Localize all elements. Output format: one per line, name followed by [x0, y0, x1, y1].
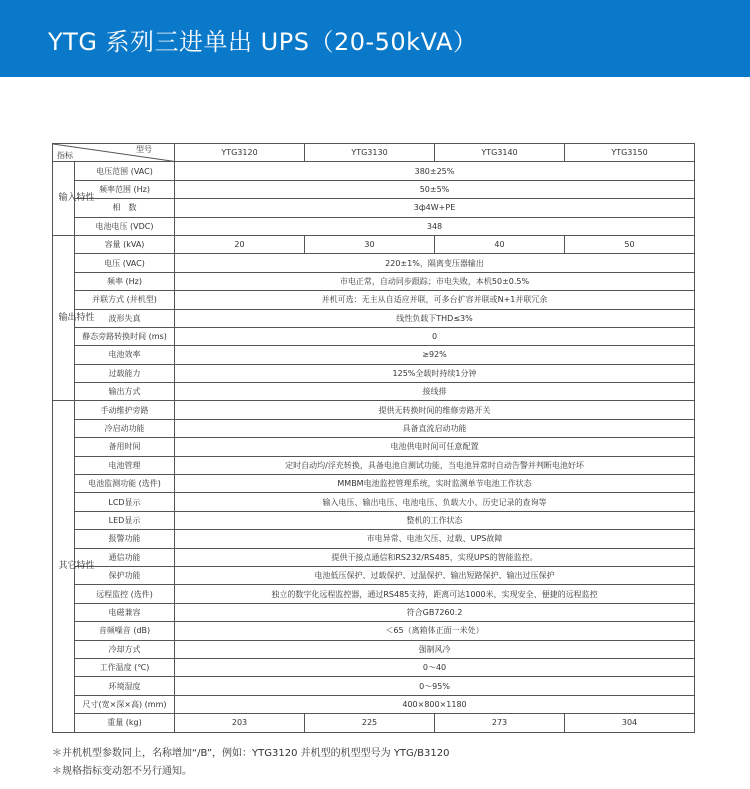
group-label-other	[53, 401, 95, 732]
footnotes	[52, 745, 449, 781]
row-value: 0～40	[175, 658, 695, 676]
row-value: 125%全载时持续1分钟	[175, 364, 695, 382]
row-label: 电磁兼容	[75, 603, 175, 621]
row-value: 输入电压、输出电压、电池电压、负载大小、历史记录的查询等	[175, 493, 695, 511]
row-label: 通信功能	[75, 548, 175, 566]
row-label: 并联方式 (并机型)	[75, 291, 175, 309]
table-row	[53, 475, 695, 493]
row-label: 冷却方式	[75, 640, 175, 658]
table-row	[53, 180, 695, 198]
row-label: 输出方式	[75, 383, 175, 401]
footnote-disclaimer: ＊规格指标变动恕不另行通知。	[52, 766, 192, 777]
table-row	[53, 272, 695, 290]
row-value: 0	[175, 327, 695, 345]
table-row	[53, 199, 695, 217]
row-label: 电池监测功能 (选件)	[75, 475, 175, 493]
table-row	[53, 493, 695, 511]
row-value: ≥92%	[175, 346, 695, 364]
row-label: 相 数	[75, 199, 175, 217]
table-row	[53, 291, 695, 309]
corner-cell	[53, 144, 175, 162]
row-value: 具备直流启动功能	[175, 419, 695, 437]
model-header: YTG3150	[565, 144, 695, 162]
row-value: 电池供电时间可任意配置	[175, 438, 695, 456]
row-value: MMBM电池监控管理系统，实时监测单节电池工作状态	[175, 475, 695, 493]
table-row	[53, 456, 695, 474]
table-row	[53, 640, 695, 658]
row-value: 市电正常，自动同步跟踪；市电失败，本机50±0.5%	[175, 272, 695, 290]
table-row	[53, 677, 695, 695]
row-value: ＜65（离箱体正面一米处）	[175, 622, 695, 640]
table-row	[53, 419, 695, 437]
page-title: YTG 系列三进单出 UPS（20-50kVA）	[48, 28, 478, 56]
corner-label-model: 型号	[136, 145, 152, 154]
group-label-input	[53, 162, 95, 236]
header-row	[53, 144, 695, 162]
row-value: 强制风冷	[175, 640, 695, 658]
row-value: 348	[175, 217, 695, 235]
capacity-value: 50	[565, 235, 695, 253]
weight-value: 203	[175, 714, 305, 732]
row-value: 并机可选：无主从自适应并联，可多台扩容并联或N+1并联冗余	[175, 291, 695, 309]
row-label: LED显示	[75, 511, 175, 529]
row-label: 电池电压 (VDC)	[75, 217, 175, 235]
table-row	[53, 364, 695, 382]
row-value: 市电异常、电池欠压、过载、UPS故障	[175, 530, 695, 548]
row-label: 电压 (VAC)	[75, 254, 175, 272]
table-row	[53, 309, 695, 327]
row-label: 环境湿度	[75, 677, 175, 695]
group-label-output	[53, 235, 95, 401]
row-label: 波形失真	[75, 309, 175, 327]
title-banner	[0, 0, 750, 77]
group-label-text: 其它特性	[58, 560, 95, 571]
row-value: 提供无转换时间的维修旁路开关	[175, 401, 695, 419]
table-row	[53, 401, 695, 419]
row-label: 频率范围 (Hz)	[75, 180, 175, 198]
row-value: 接线排	[175, 383, 695, 401]
model-header: YTG3140	[435, 144, 565, 162]
capacity-row	[53, 235, 695, 253]
row-value: 3ф4W+PE	[175, 199, 695, 217]
table-row	[53, 327, 695, 345]
row-label: 电池效率	[75, 346, 175, 364]
row-label: 音频噪音 (dB)	[75, 622, 175, 640]
capacity-value: 20	[175, 235, 305, 253]
row-value: 380±25%	[175, 162, 695, 180]
table-row	[53, 438, 695, 456]
row-value: 定时自动均/浮充转换，具备电池自测试功能，当电池异常时自动告警并判断电池好坏	[175, 456, 695, 474]
table-row	[53, 603, 695, 621]
row-value: 0～95%	[175, 677, 695, 695]
footnote-parallel: ＊并机机型参数同上，名称增加“/B”，例如：YTG3120 并机型的机型型号为 YTG/B3120	[52, 748, 450, 759]
table-row	[53, 383, 695, 401]
row-label: 备用时间	[75, 438, 175, 456]
table-row	[53, 346, 695, 364]
row-label: 工作温度 (℃)	[75, 658, 175, 676]
row-label: 手动维护旁路	[75, 401, 175, 419]
table-row	[53, 585, 695, 603]
table-row	[53, 530, 695, 548]
row-value: 50±5%	[175, 180, 695, 198]
row-label: 保护功能	[75, 566, 175, 584]
row-label: LCD显示	[75, 493, 175, 511]
row-label: 静态旁路转换时间 (ms)	[75, 327, 175, 345]
weight-value: 225	[305, 714, 435, 732]
row-value: 提供干接点通信和RS232/RS485，实现UPS的智能监控。	[175, 548, 695, 566]
row-label: 频率 (Hz)	[75, 272, 175, 290]
row-value: 符合GB7260.2	[175, 603, 695, 621]
spec-table	[52, 143, 695, 733]
weight-value: 304	[565, 714, 695, 732]
row-label: 冷启动功能	[75, 419, 175, 437]
table-row	[53, 548, 695, 566]
row-value: 220±1%，隔离变压器输出	[175, 254, 695, 272]
table-row	[53, 658, 695, 676]
row-label: 报警功能	[75, 530, 175, 548]
group-label-text: 输入特性	[58, 193, 95, 204]
table-row	[53, 511, 695, 529]
model-header: YTG3130	[305, 144, 435, 162]
table-row	[53, 566, 695, 584]
row-value: 400×800×1180	[175, 695, 695, 713]
group-label-text: 输出特性	[58, 312, 95, 323]
table-row	[53, 254, 695, 272]
table-row	[53, 217, 695, 235]
row-value: 线性负载下THD≤3%	[175, 309, 695, 327]
row-value: 整机的工作状态	[175, 511, 695, 529]
row-label: 过载能力	[75, 364, 175, 382]
weight-row	[53, 714, 695, 732]
weight-value: 273	[435, 714, 565, 732]
table-row	[53, 695, 695, 713]
table-row	[53, 622, 695, 640]
row-label: 尺寸(宽×深×高) (mm)	[75, 695, 175, 713]
row-label: 容量 (kVA)	[75, 235, 175, 253]
row-value: 电池低压保护、过载保护、过温保护、输出短路保护、输出过压保护	[175, 566, 695, 584]
model-header: YTG3120	[175, 144, 305, 162]
table-row	[53, 162, 695, 180]
row-label: 电压范围 (VAC)	[75, 162, 175, 180]
capacity-value: 40	[435, 235, 565, 253]
row-label: 重量 (kg)	[75, 714, 175, 732]
row-label: 电池管理	[75, 456, 175, 474]
capacity-value: 30	[305, 235, 435, 253]
row-label: 远程监控 (选件)	[75, 585, 175, 603]
corner-label-spec: 指标	[57, 151, 73, 161]
row-value: 独立的数字化远程监控器，通过RS485支持，距离可达1000米，实现安全、便捷的远程监控	[175, 585, 695, 603]
